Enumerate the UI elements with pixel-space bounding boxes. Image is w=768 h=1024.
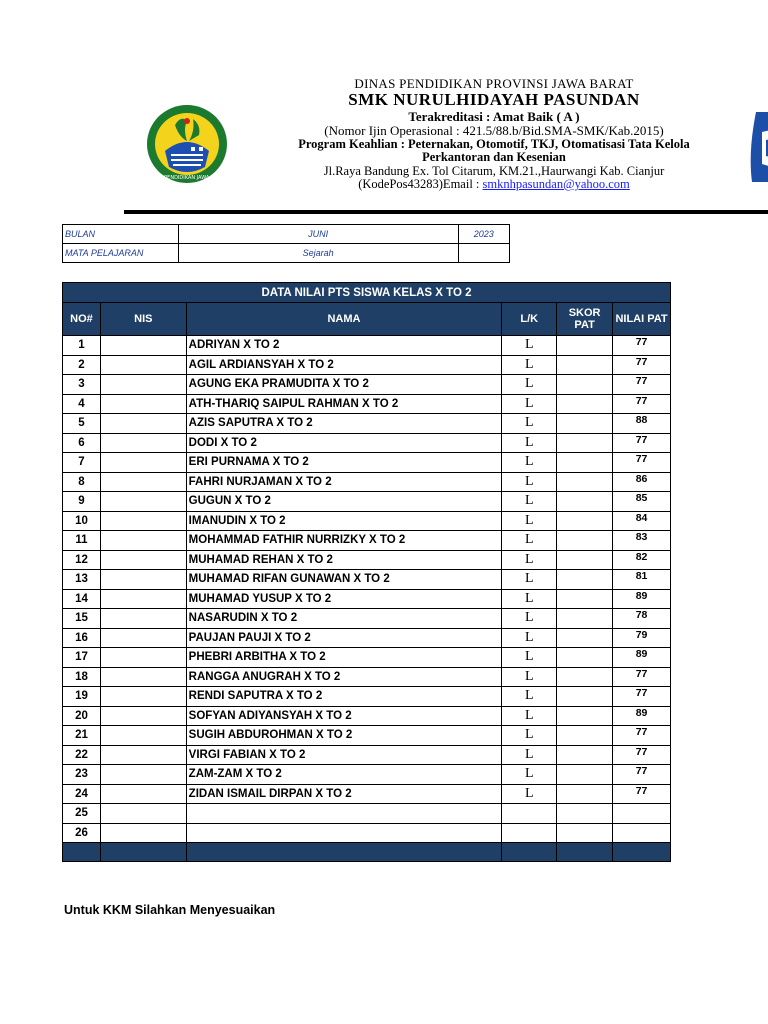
table-row xyxy=(63,355,671,375)
student-name[interactable]: GUGUN X TO 2 xyxy=(186,492,502,512)
student-name[interactable]: MUHAMAD REHAN X TO 2 xyxy=(186,550,502,570)
table-row xyxy=(63,745,671,765)
nis-cell[interactable] xyxy=(100,570,186,590)
table-row xyxy=(63,706,671,726)
nilai-pat-cell[interactable]: 79 xyxy=(613,628,671,648)
table-row xyxy=(63,804,671,824)
table-row xyxy=(63,687,671,707)
nilai-pat-cell[interactable]: 77 xyxy=(613,336,671,356)
table-row xyxy=(63,628,671,648)
nis-cell[interactable] xyxy=(100,336,186,356)
row-number[interactable]: 5 xyxy=(63,414,101,434)
kkm-note: Untuk KKM Silahkan Menyesuaikan xyxy=(64,903,276,917)
skor-pat-cell[interactable] xyxy=(557,745,613,765)
footer-cell xyxy=(613,843,671,862)
row-number[interactable]: 10 xyxy=(63,511,101,531)
school-logo xyxy=(145,103,229,185)
nilai-pat-cell[interactable]: 77 xyxy=(613,687,671,707)
gender-cell[interactable]: L xyxy=(502,570,557,590)
nilai-pat-cell[interactable] xyxy=(613,804,671,824)
gender-cell[interactable]: L xyxy=(502,589,557,609)
student-name[interactable]: MOHAMMAD FATHIR NURRIZKY X TO 2 xyxy=(186,531,502,551)
col-header-nilai-pat: NILAI PAT xyxy=(613,303,671,336)
gender-cell[interactable]: L xyxy=(502,765,557,785)
skor-pat-cell[interactable] xyxy=(557,628,613,648)
skor-pat-cell[interactable] xyxy=(557,687,613,707)
nilai-pat-cell[interactable]: 82 xyxy=(613,550,671,570)
gender-cell[interactable]: L xyxy=(502,609,557,629)
row-number[interactable]: 12 xyxy=(63,550,101,570)
nilai-pat-cell[interactable]: 89 xyxy=(613,589,671,609)
nis-cell[interactable] xyxy=(100,589,186,609)
info-row-subject xyxy=(63,244,557,263)
col-header-lk: L/K xyxy=(502,303,557,336)
skor-pat-cell[interactable] xyxy=(557,823,613,843)
student-name[interactable]: PHEBRI ARBITHA X TO 2 xyxy=(186,648,502,668)
row-number[interactable]: 17 xyxy=(63,648,101,668)
gender-cell[interactable]: L xyxy=(502,784,557,804)
gender-cell[interactable]: L xyxy=(502,433,557,453)
student-name[interactable]: PAUJAN PAUJI X TO 2 xyxy=(186,628,502,648)
student-name[interactable]: MUHAMAD YUSUP X TO 2 xyxy=(186,589,502,609)
nilai-pat-cell[interactable]: 85 xyxy=(613,492,671,512)
table-row xyxy=(63,726,671,746)
email-link[interactable]: smknhpasundan@yahoo.com xyxy=(482,177,630,191)
student-name[interactable]: ZAM-ZAM X TO 2 xyxy=(186,765,502,785)
row-number[interactable]: 19 xyxy=(63,687,101,707)
student-name[interactable]: ADRIYAN X TO 2 xyxy=(186,336,502,356)
table-row xyxy=(63,550,671,570)
row-number[interactable]: 11 xyxy=(63,531,101,551)
footer-cell xyxy=(502,843,557,862)
skor-pat-cell[interactable] xyxy=(557,375,613,395)
month-label: BULAN xyxy=(63,225,179,244)
skor-pat-cell[interactable] xyxy=(557,570,613,590)
student-name[interactable]: ATH-THARIQ SAIPUL RAHMAN X TO 2 xyxy=(186,394,502,414)
nilai-pat-cell[interactable]: 89 xyxy=(613,648,671,668)
nilai-pat-cell[interactable]: 77 xyxy=(613,433,671,453)
nilai-pat-cell[interactable]: 89 xyxy=(613,706,671,726)
skor-pat-cell[interactable] xyxy=(557,355,613,375)
nis-cell[interactable] xyxy=(100,375,186,395)
gender-cell[interactable]: L xyxy=(502,375,557,395)
subject-label: MATA PELAJARAN xyxy=(63,244,179,263)
table-row xyxy=(63,492,671,512)
skor-pat-cell[interactable] xyxy=(557,472,613,492)
student-name[interactable]: ZIDAN ISMAIL DIRPAN X TO 2 xyxy=(186,784,502,804)
gender-cell[interactable]: L xyxy=(502,687,557,707)
nis-cell[interactable] xyxy=(100,531,186,551)
row-number[interactable]: 22 xyxy=(63,745,101,765)
gender-cell[interactable]: L xyxy=(502,745,557,765)
table-row xyxy=(63,667,671,687)
nis-cell[interactable] xyxy=(100,355,186,375)
nilai-pat-cell[interactable]: 77 xyxy=(613,667,671,687)
table-row xyxy=(63,589,671,609)
nilai-pat-cell[interactable]: 84 xyxy=(613,511,671,531)
table-row xyxy=(63,531,671,551)
gender-cell[interactable]: L xyxy=(502,414,557,434)
nis-cell[interactable] xyxy=(100,706,186,726)
nilai-pat-cell[interactable]: 77 xyxy=(613,745,671,765)
table-row xyxy=(63,375,671,395)
year-value[interactable]: 2023 xyxy=(458,225,509,244)
gender-cell[interactable]: L xyxy=(502,492,557,512)
table-row xyxy=(63,394,671,414)
gender-cell[interactable]: L xyxy=(502,394,557,414)
nis-cell[interactable] xyxy=(100,823,186,843)
table-footer-row xyxy=(63,843,671,862)
gender-cell[interactable] xyxy=(502,823,557,843)
student-name[interactable]: AGUNG EKA PRAMUDITA X TO 2 xyxy=(186,375,502,395)
nilai-pat-cell[interactable] xyxy=(613,823,671,843)
table-row xyxy=(63,784,671,804)
table-row xyxy=(63,648,671,668)
grades-table xyxy=(62,282,671,862)
nis-cell[interactable] xyxy=(100,667,186,687)
letterhead-divider xyxy=(124,210,768,214)
month-value[interactable]: JUNI xyxy=(178,225,458,244)
gender-cell[interactable]: L xyxy=(502,355,557,375)
row-number[interactable]: 20 xyxy=(63,706,101,726)
student-name[interactable]: NASARUDIN X TO 2 xyxy=(186,609,502,629)
student-name[interactable]: IMANUDIN X TO 2 xyxy=(186,511,502,531)
skor-pat-cell[interactable] xyxy=(557,726,613,746)
skor-pat-cell[interactable] xyxy=(557,609,613,629)
postal-email-line xyxy=(240,177,748,192)
gender-cell[interactable]: L xyxy=(502,511,557,531)
svg-text:DINAS PENDIDIKAN JAWA BARAT: DINAS PENDIDIKAN JAWA BARAT xyxy=(146,175,228,181)
subject-value[interactable]: Sejarah xyxy=(178,244,458,263)
skor-pat-cell[interactable] xyxy=(557,784,613,804)
skor-pat-cell[interactable] xyxy=(557,550,613,570)
nilai-pat-cell[interactable]: 83 xyxy=(613,531,671,551)
nis-cell[interactable] xyxy=(100,609,186,629)
row-number[interactable]: 15 xyxy=(63,609,101,629)
nilai-pat-cell[interactable]: 77 xyxy=(613,355,671,375)
gender-cell[interactable]: L xyxy=(502,336,557,356)
table-row xyxy=(63,823,671,843)
row-number[interactable]: 7 xyxy=(63,453,101,473)
row-number[interactable]: 14 xyxy=(63,589,101,609)
gender-cell[interactable]: L xyxy=(502,648,557,668)
skor-pat-cell[interactable] xyxy=(557,706,613,726)
gender-cell[interactable] xyxy=(502,804,557,824)
footer-cell xyxy=(63,843,101,862)
table-row xyxy=(63,570,671,590)
row-number[interactable]: 13 xyxy=(63,570,101,590)
student-name[interactable]: SUGIH ABDUROHMAN X TO 2 xyxy=(186,726,502,746)
gender-cell[interactable]: L xyxy=(502,667,557,687)
row-number[interactable]: 3 xyxy=(63,375,101,395)
col-header-nama: NAMA xyxy=(186,303,502,336)
nis-cell[interactable] xyxy=(100,804,186,824)
footer-cell xyxy=(557,843,613,862)
nis-cell[interactable] xyxy=(100,765,186,785)
skor-pat-cell[interactable] xyxy=(557,511,613,531)
table-header-row xyxy=(63,303,671,336)
nilai-pat-cell[interactable]: 77 xyxy=(613,726,671,746)
student-name[interactable]: ERI PURNAMA X TO 2 xyxy=(186,453,502,473)
gender-cell[interactable]: L xyxy=(502,531,557,551)
gender-cell[interactable]: L xyxy=(502,726,557,746)
license-number: (Nomor Ijin Operasional : 421.5/88.b/Bid.SMA-SMK/Kab.2015) xyxy=(324,123,664,138)
table-row xyxy=(63,433,671,453)
nilai-pat-cell[interactable]: 78 xyxy=(613,609,671,629)
row-number[interactable]: 26 xyxy=(63,823,101,843)
dinas-title: DINAS PENDIDIKAN PROVINSI JAWA BARAT xyxy=(354,76,634,91)
table-row xyxy=(63,609,671,629)
skor-pat-cell[interactable] xyxy=(557,433,613,453)
table-row xyxy=(63,453,671,473)
skor-pat-cell[interactable] xyxy=(557,804,613,824)
nis-cell[interactable] xyxy=(100,472,186,492)
postal-code: (KodePos43283)Email : xyxy=(358,177,483,191)
nis-cell[interactable] xyxy=(100,394,186,414)
program-line-2: Perkantoran dan Kesenian xyxy=(422,150,566,164)
skor-pat-cell[interactable] xyxy=(557,336,613,356)
student-name[interactable] xyxy=(186,804,502,824)
nilai-pat-cell[interactable]: 77 xyxy=(613,453,671,473)
gender-cell[interactable]: L xyxy=(502,550,557,570)
table-row xyxy=(63,511,671,531)
skor-pat-cell[interactable] xyxy=(557,648,613,668)
row-number[interactable]: 23 xyxy=(63,765,101,785)
address: Jl.Raya Bandung Ex. Tol Citarum, KM.21.,Haurwangi Kab. Cianjur xyxy=(323,164,665,178)
nis-cell[interactable] xyxy=(100,687,186,707)
corner-emblem-icon xyxy=(748,112,768,182)
row-number[interactable]: 6 xyxy=(63,433,101,453)
col-header-no: NO# xyxy=(63,303,101,336)
info-empty-cell[interactable] xyxy=(458,244,509,263)
student-name[interactable]: VIRGI FABIAN X TO 2 xyxy=(186,745,502,765)
nis-cell[interactable] xyxy=(100,726,186,746)
nilai-pat-cell[interactable]: 88 xyxy=(613,414,671,434)
table-title: DATA NILAI PTS SISWA KELAS X TO 2 xyxy=(63,283,671,303)
row-number[interactable]: 24 xyxy=(63,784,101,804)
col-header-skor-pat: SKOR PAT xyxy=(557,303,613,336)
nis-cell[interactable] xyxy=(100,433,186,453)
nis-cell[interactable] xyxy=(100,453,186,473)
row-number[interactable]: 9 xyxy=(63,492,101,512)
row-number[interactable]: 1 xyxy=(63,336,101,356)
row-number[interactable]: 18 xyxy=(63,667,101,687)
gender-cell[interactable]: L xyxy=(502,472,557,492)
student-name[interactable]: DODI X TO 2 xyxy=(186,433,502,453)
skor-pat-cell[interactable] xyxy=(557,414,613,434)
gender-cell[interactable]: L xyxy=(502,628,557,648)
skor-pat-cell[interactable] xyxy=(557,394,613,414)
nis-cell[interactable] xyxy=(100,492,186,512)
row-number[interactable]: 8 xyxy=(63,472,101,492)
row-number[interactable]: 25 xyxy=(63,804,101,824)
program-line-1: Program Keahlian : Peternakan, Otomotif, TKJ, Otomatisasi Tata Kelola xyxy=(298,137,690,151)
table-row xyxy=(63,765,671,785)
student-name[interactable]: RANGGA ANUGRAH X TO 2 xyxy=(186,667,502,687)
student-name[interactable]: MUHAMAD RIFAN GUNAWAN X TO 2 xyxy=(186,570,502,590)
skor-pat-cell[interactable] xyxy=(557,531,613,551)
row-number[interactable]: 21 xyxy=(63,726,101,746)
student-name[interactable]: AZIS SAPUTRA X TO 2 xyxy=(186,414,502,434)
footer-cell xyxy=(186,843,502,862)
row-number[interactable]: 4 xyxy=(63,394,101,414)
student-name[interactable] xyxy=(186,823,502,843)
row-number[interactable]: 16 xyxy=(63,628,101,648)
student-name[interactable]: FAHRI NURJAMAN X TO 2 xyxy=(186,472,502,492)
skor-pat-cell[interactable] xyxy=(557,453,613,473)
nilai-pat-cell[interactable]: 77 xyxy=(613,394,671,414)
table-title-row xyxy=(63,283,671,303)
info-row-month xyxy=(63,225,557,244)
nilai-pat-cell[interactable]: 77 xyxy=(613,375,671,395)
nilai-pat-cell[interactable]: 81 xyxy=(613,570,671,590)
nis-cell[interactable] xyxy=(100,414,186,434)
nilai-pat-cell[interactable]: 77 xyxy=(613,765,671,785)
accreditation: Terakreditasi : Amat Baik ( A ) xyxy=(408,109,580,124)
student-name[interactable]: SOFYAN ADIYANSYAH X TO 2 xyxy=(186,706,502,726)
nis-cell[interactable] xyxy=(100,511,186,531)
nis-cell[interactable] xyxy=(100,550,186,570)
skor-pat-cell[interactable] xyxy=(557,589,613,609)
table-row xyxy=(63,472,671,492)
gender-cell[interactable]: L xyxy=(502,453,557,473)
info-table xyxy=(62,224,557,263)
nis-cell[interactable] xyxy=(100,648,186,668)
student-name[interactable]: AGIL ARDIANSYAH X TO 2 xyxy=(186,355,502,375)
skor-pat-cell[interactable] xyxy=(557,765,613,785)
nis-cell[interactable] xyxy=(100,628,186,648)
student-name[interactable]: RENDI SAPUTRA X TO 2 xyxy=(186,687,502,707)
table-row xyxy=(63,336,671,356)
gender-cell[interactable]: L xyxy=(502,706,557,726)
nis-cell[interactable] xyxy=(100,745,186,765)
table-row xyxy=(63,414,671,434)
school-name: SMK NURULHIDAYAH PASUNDAN xyxy=(348,90,640,109)
nilai-pat-cell[interactable]: 77 xyxy=(613,784,671,804)
row-number[interactable]: 2 xyxy=(63,355,101,375)
nilai-pat-cell[interactable]: 86 xyxy=(613,472,671,492)
col-header-nis: NIS xyxy=(100,303,186,336)
skor-pat-cell[interactable] xyxy=(557,492,613,512)
table-body xyxy=(63,336,671,843)
nis-cell[interactable] xyxy=(100,784,186,804)
footer-cell xyxy=(100,843,186,862)
skor-pat-cell[interactable] xyxy=(557,667,613,687)
